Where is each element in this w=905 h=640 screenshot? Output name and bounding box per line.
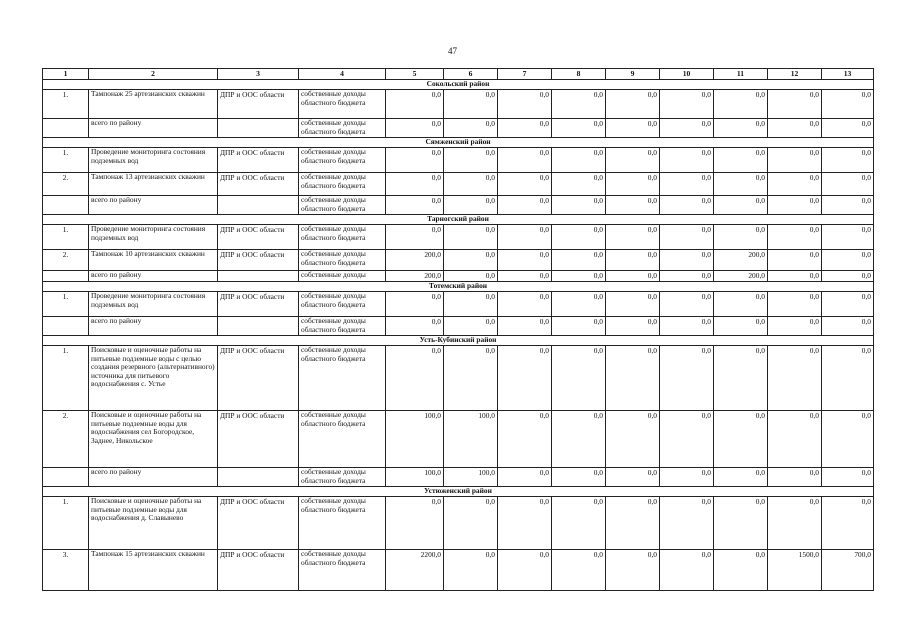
amount-cell: 0,0 <box>444 271 498 282</box>
table-row <box>43 346 874 411</box>
amount-cell: 100,0 <box>386 468 444 487</box>
amount-cell: 0,0 <box>768 317 822 336</box>
amount-cell: 0,0 <box>660 346 714 411</box>
amount-cell: 0,0 <box>552 411 606 468</box>
amount-cell: 0,0 <box>768 148 822 173</box>
amount-cell: 0,0 <box>552 173 606 196</box>
funding-source: собственные доходы областного бюджета <box>299 196 386 215</box>
amount-cell: 0,0 <box>768 90 822 119</box>
amount-cell: 0,0 <box>606 317 660 336</box>
funding-source: собственные доходы областного бюджета <box>299 468 386 487</box>
amount-cell: 0,0 <box>822 292 874 317</box>
amount-cell: 0,0 <box>768 250 822 271</box>
district-title: Устюженский район <box>43 487 874 497</box>
amount-cell: 0,0 <box>498 119 552 138</box>
amount-cell: 0,0 <box>660 90 714 119</box>
executor: ДПР и ООС области <box>218 346 299 411</box>
amount-cell: 0,0 <box>768 119 822 138</box>
district-row <box>43 487 874 497</box>
funding-source: собственные доходы областного бюджета <box>299 148 386 173</box>
row-number: 1. <box>43 346 89 411</box>
amount-cell: 0,0 <box>660 225 714 250</box>
amount-cell: 0,0 <box>606 346 660 411</box>
district-row <box>43 282 874 292</box>
amount-cell: 0,0 <box>768 196 822 215</box>
table-row <box>43 317 874 336</box>
amount-cell: 0,0 <box>660 468 714 487</box>
amount-cell: 0,0 <box>444 225 498 250</box>
executor: ДПР и ООС области <box>218 550 299 591</box>
district-title: Тотемский район <box>43 282 874 292</box>
amount-cell: 0,0 <box>498 468 552 487</box>
amount-cell: 0,0 <box>822 346 874 411</box>
executor <box>218 271 299 282</box>
column-header: 5 <box>386 69 444 80</box>
amount-cell: 0,0 <box>768 468 822 487</box>
amount-cell: 0,0 <box>822 271 874 282</box>
amount-cell: 0,0 <box>386 317 444 336</box>
amount-cell: 0,0 <box>498 550 552 591</box>
measure-name: Проведение мониторинга состояния подземных вод <box>89 148 218 173</box>
measure-name: Поисковые и оценочные работы на питьевые подземные воды для водоснабжения сел Богородское, Заднее, Никольское <box>89 411 218 468</box>
amount-cell: 0,0 <box>714 196 768 215</box>
amount-cell: 0,0 <box>606 173 660 196</box>
amount-cell: 0,0 <box>552 497 606 550</box>
amount-cell: 0,0 <box>606 497 660 550</box>
amount-cell: 0,0 <box>714 119 768 138</box>
measure-name: всего по району <box>89 196 218 215</box>
amount-cell: 0,0 <box>552 148 606 173</box>
amount-cell: 0,0 <box>606 148 660 173</box>
amount-cell: 0,0 <box>660 550 714 591</box>
measure-name: Поисковые и оценочные работы на питьевые подземные воды с целью создания резервного (альтернативного) источника для питьевого водоснабжения с. Устье <box>89 346 218 411</box>
funding-source: собственные доходы областного бюджета <box>299 119 386 138</box>
amount-cell: 0,0 <box>822 119 874 138</box>
row-number <box>43 271 89 282</box>
executor: ДПР и ООС области <box>218 225 299 250</box>
header-row <box>43 69 874 80</box>
amount-cell: 0,0 <box>444 346 498 411</box>
amount-cell: 0,0 <box>606 468 660 487</box>
row-number: 2. <box>43 250 89 271</box>
funding-source: собственные доходы областного бюджета <box>299 497 386 550</box>
funding-source: собственные доходы областного бюджета <box>299 292 386 317</box>
amount-cell: 0,0 <box>444 497 498 550</box>
amount-cell: 0,0 <box>606 196 660 215</box>
measure-name: Поисковые и оценочные работы на питьевые подземные воды для водоснабжения д. Славынево <box>89 497 218 550</box>
executor: ДПР и ООС области <box>218 90 299 119</box>
amount-cell: 0,0 <box>498 346 552 411</box>
amount-cell: 0,0 <box>444 196 498 215</box>
executor: ДПР и ООС области <box>218 250 299 271</box>
funding-source: собственные доходы <box>299 271 386 282</box>
amount-cell: 0,0 <box>714 90 768 119</box>
amount-cell: 0,0 <box>498 173 552 196</box>
amount-cell: 100,0 <box>386 411 444 468</box>
row-number: 1. <box>43 148 89 173</box>
row-number: 1. <box>43 292 89 317</box>
amount-cell: 0,0 <box>660 250 714 271</box>
table-row <box>43 411 874 468</box>
amount-cell: 0,0 <box>386 90 444 119</box>
district-row <box>43 138 874 148</box>
measure-name: всего по району <box>89 468 218 487</box>
amount-cell: 0,0 <box>714 317 768 336</box>
measure-name: Проведение мониторинга состояния подземных вод <box>89 292 218 317</box>
amount-cell: 0,0 <box>444 173 498 196</box>
amount-cell: 0,0 <box>386 225 444 250</box>
amount-cell: 0,0 <box>714 550 768 591</box>
amount-cell: 0,0 <box>386 173 444 196</box>
amount-cell: 0,0 <box>498 90 552 119</box>
executor: ДПР и ООС области <box>218 148 299 173</box>
amount-cell: 0,0 <box>822 173 874 196</box>
executor: ДПР и ООС области <box>218 173 299 196</box>
amount-cell: 0,0 <box>606 550 660 591</box>
amount-cell: 0,0 <box>552 196 606 215</box>
amount-cell: 0,0 <box>444 317 498 336</box>
amount-cell: 0,0 <box>714 225 768 250</box>
amount-cell: 200,0 <box>386 271 444 282</box>
amount-cell: 0,0 <box>660 119 714 138</box>
amount-cell: 100,0 <box>444 411 498 468</box>
amount-cell: 0,0 <box>552 346 606 411</box>
amount-cell: 0,0 <box>386 196 444 215</box>
executor: ДПР и ООС области <box>218 411 299 468</box>
table-row <box>43 250 874 271</box>
funding-source: собственные доходы областного бюджета <box>299 173 386 196</box>
amount-cell: 0,0 <box>498 225 552 250</box>
executor: ДПР и ООС области <box>218 292 299 317</box>
amount-cell: 0,0 <box>714 292 768 317</box>
district-row <box>43 215 874 225</box>
budget-table <box>42 68 874 591</box>
funding-source: собственные доходы областного бюджета <box>299 411 386 468</box>
amount-cell: 0,0 <box>822 90 874 119</box>
row-number <box>43 317 89 336</box>
measure-name: Тампонаж 25 артезианских скважин <box>89 90 218 119</box>
amount-cell: 0,0 <box>444 119 498 138</box>
amount-cell: 0,0 <box>822 148 874 173</box>
funding-source: собственные доходы областного бюджета <box>299 90 386 119</box>
amount-cell: 0,0 <box>552 90 606 119</box>
amount-cell: 0,0 <box>552 317 606 336</box>
district-row <box>43 80 874 90</box>
row-number: 2. <box>43 173 89 196</box>
amount-cell: 0,0 <box>552 250 606 271</box>
funding-source: собственные доходы областного бюджета <box>299 550 386 591</box>
amount-cell: 2200,0 <box>386 550 444 591</box>
amount-cell: 0,0 <box>444 250 498 271</box>
amount-cell: 0,0 <box>498 250 552 271</box>
amount-cell: 0,0 <box>552 550 606 591</box>
table-row <box>43 497 874 550</box>
amount-cell: 0,0 <box>386 346 444 411</box>
amount-cell: 0,0 <box>498 196 552 215</box>
column-header: 13 <box>822 69 874 80</box>
amount-cell: 0,0 <box>714 497 768 550</box>
table-row <box>43 271 874 282</box>
amount-cell: 0,0 <box>768 271 822 282</box>
table-row <box>43 292 874 317</box>
executor <box>218 119 299 138</box>
column-header: 9 <box>606 69 660 80</box>
district-title: Тарногский район <box>43 215 874 225</box>
amount-cell: 0,0 <box>822 250 874 271</box>
amount-cell: 0,0 <box>552 225 606 250</box>
row-number <box>43 119 89 138</box>
amount-cell: 0,0 <box>386 497 444 550</box>
amount-cell: 0,0 <box>606 119 660 138</box>
funding-source: собственные доходы областного бюджета <box>299 346 386 411</box>
measure-name: всего по району <box>89 271 218 282</box>
row-number: 1. <box>43 497 89 550</box>
column-header: 8 <box>552 69 606 80</box>
amount-cell: 0,0 <box>714 468 768 487</box>
amount-cell: 0,0 <box>714 346 768 411</box>
executor <box>218 468 299 487</box>
funding-source: собственные доходы областного бюджета <box>299 225 386 250</box>
amount-cell: 0,0 <box>822 317 874 336</box>
amount-cell: 0,0 <box>444 292 498 317</box>
table-row <box>43 468 874 487</box>
column-header: 12 <box>768 69 822 80</box>
amount-cell: 0,0 <box>606 250 660 271</box>
executor <box>218 317 299 336</box>
amount-cell: 0,0 <box>822 468 874 487</box>
column-header: 11 <box>714 69 768 80</box>
amount-cell: 0,0 <box>552 292 606 317</box>
executor <box>218 196 299 215</box>
amount-cell: 0,0 <box>606 90 660 119</box>
row-number: 2. <box>43 411 89 468</box>
district-row <box>43 336 874 346</box>
row-number <box>43 196 89 215</box>
column-header: 2 <box>89 69 218 80</box>
district-title: Усть-Кубинский район <box>43 336 874 346</box>
column-header: 3 <box>218 69 299 80</box>
measure-name: Проведение мониторинга состояния подземных вод <box>89 225 218 250</box>
amount-cell: 0,0 <box>444 90 498 119</box>
amount-cell: 0,0 <box>660 148 714 173</box>
amount-cell: 0,0 <box>822 497 874 550</box>
amount-cell: 0,0 <box>822 196 874 215</box>
table-row <box>43 90 874 119</box>
amount-cell: 200,0 <box>714 250 768 271</box>
column-header: 6 <box>444 69 498 80</box>
amount-cell: 0,0 <box>660 196 714 215</box>
amount-cell: 0,0 <box>498 317 552 336</box>
column-header: 1 <box>43 69 89 80</box>
amount-cell: 0,0 <box>552 271 606 282</box>
table-row <box>43 550 874 591</box>
measure-name: Тампонаж 13 артезианских скважин <box>89 173 218 196</box>
table-row <box>43 196 874 215</box>
row-number <box>43 468 89 487</box>
amount-cell: 0,0 <box>660 317 714 336</box>
amount-cell: 0,0 <box>768 497 822 550</box>
amount-cell: 0,0 <box>498 411 552 468</box>
amount-cell: 0,0 <box>714 411 768 468</box>
table-row <box>43 119 874 138</box>
table-row <box>43 225 874 250</box>
amount-cell: 700,0 <box>822 550 874 591</box>
amount-cell: 0,0 <box>606 271 660 282</box>
row-number: 3. <box>43 550 89 591</box>
amount-cell: 0,0 <box>606 292 660 317</box>
funding-source: собственные доходы областного бюджета <box>299 317 386 336</box>
table-row <box>43 148 874 173</box>
district-title: Сямженский район <box>43 138 874 148</box>
amount-cell: 0,0 <box>444 550 498 591</box>
column-header: 10 <box>660 69 714 80</box>
amount-cell: 0,0 <box>768 173 822 196</box>
amount-cell: 0,0 <box>768 411 822 468</box>
amount-cell: 0,0 <box>660 292 714 317</box>
amount-cell: 0,0 <box>606 225 660 250</box>
executor: ДПР и ООС области <box>218 497 299 550</box>
measure-name: всего по району <box>89 317 218 336</box>
district-title: Сокольский район <box>43 80 874 90</box>
measure-name: Тампонаж 10 артезианских скважин <box>89 250 218 271</box>
funding-source: собственные доходы областного бюджета <box>299 250 386 271</box>
amount-cell: 1500,0 <box>768 550 822 591</box>
column-header: 7 <box>498 69 552 80</box>
amount-cell: 0,0 <box>444 148 498 173</box>
amount-cell: 100,0 <box>444 468 498 487</box>
amount-cell: 0,0 <box>660 497 714 550</box>
row-number: 1. <box>43 225 89 250</box>
page-number: 47 <box>448 46 457 56</box>
amount-cell: 0,0 <box>498 292 552 317</box>
amount-cell: 0,0 <box>386 148 444 173</box>
amount-cell: 0,0 <box>386 119 444 138</box>
amount-cell: 0,0 <box>498 148 552 173</box>
amount-cell: 200,0 <box>386 250 444 271</box>
amount-cell: 0,0 <box>552 468 606 487</box>
amount-cell: 200,0 <box>714 271 768 282</box>
amount-cell: 0,0 <box>606 411 660 468</box>
amount-cell: 0,0 <box>498 271 552 282</box>
amount-cell: 0,0 <box>768 225 822 250</box>
amount-cell: 0,0 <box>822 411 874 468</box>
amount-cell: 0,0 <box>660 411 714 468</box>
row-number: 1. <box>43 90 89 119</box>
amount-cell: 0,0 <box>714 148 768 173</box>
amount-cell: 0,0 <box>660 173 714 196</box>
amount-cell: 0,0 <box>498 497 552 550</box>
amount-cell: 0,0 <box>386 292 444 317</box>
measure-name: всего по району <box>89 119 218 138</box>
column-header: 4 <box>299 69 386 80</box>
table-row <box>43 173 874 196</box>
amount-cell: 0,0 <box>822 225 874 250</box>
amount-cell: 0,0 <box>714 173 768 196</box>
amount-cell: 0,0 <box>552 119 606 138</box>
amount-cell: 0,0 <box>768 292 822 317</box>
measure-name: Тампонаж 15 артезианских скважин <box>89 550 218 591</box>
amount-cell: 0,0 <box>768 346 822 411</box>
amount-cell: 0,0 <box>660 271 714 282</box>
